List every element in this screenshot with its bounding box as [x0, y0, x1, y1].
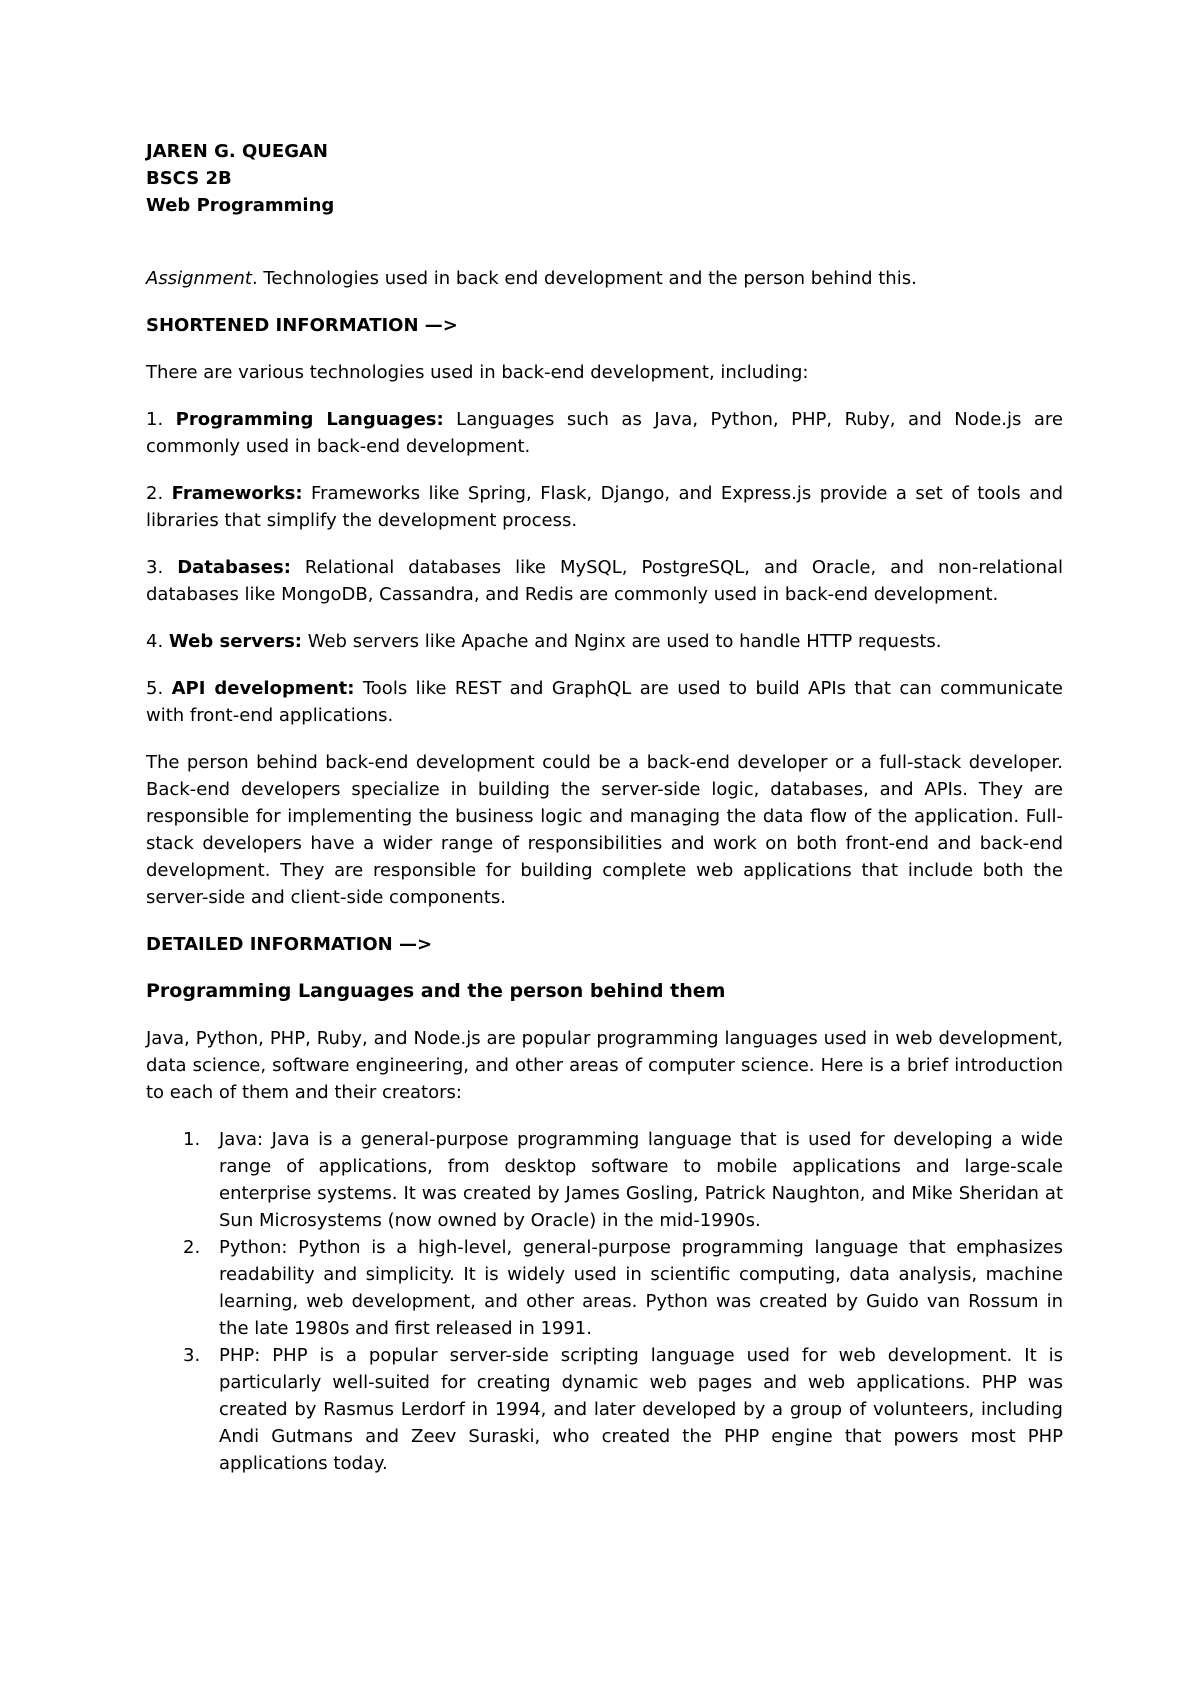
- tech-item-term: Frameworks:: [171, 483, 303, 504]
- list-item-number: 1.: [183, 1129, 201, 1150]
- tech-item: [146, 406, 1063, 460]
- tech-item: [146, 675, 1063, 729]
- tech-item-text: Tools like REST and GraphQL are used to build APIs that can communicate with front-end applications.: [146, 678, 1064, 726]
- assignment-text: . Technologies used in back end development and the person behind this.: [251, 268, 917, 289]
- tech-item-term: Databases:: [177, 557, 291, 578]
- tech-item-number: 4.: [146, 631, 169, 652]
- list-item: [183, 1126, 1063, 1234]
- person-paragraph: The person behind back-end development could be a back-end developer or a full-stack developer. Back-end developers specialize in building the server-side logic, databases, and APIs. They are responsible for implementing the business logic and managing the data flow of the application. Full-stack developers have a wider range of responsibilities and work on both front-end and back-end development. They are responsible for building complete web applications that include both the server-side and client-side components.: [146, 752, 1063, 908]
- assignment-label: Assignment: [146, 268, 252, 289]
- course-title: Web Programming: [146, 195, 335, 216]
- tech-item-number: 5.: [146, 678, 172, 699]
- tech-item: [146, 554, 1063, 608]
- tech-item-term: API development:: [171, 678, 355, 699]
- tech-item-term: Programming Languages:: [175, 409, 444, 430]
- tech-item-term: Web servers:: [168, 631, 303, 652]
- list-item: [183, 1234, 1063, 1342]
- languages-list: [146, 1126, 1063, 1477]
- languages-subheading: Programming Languages and the person behind them: [146, 980, 726, 1002]
- tech-item-number: 2.: [146, 483, 172, 504]
- tech-item-text: Relational databases like MySQL, PostgreSQL, and Oracle, and non-relational databases like MongoDB, Cassandra, and Redis are commonly used in back-end development.: [146, 557, 1063, 605]
- list-item: [183, 1342, 1063, 1477]
- student-name: JAREN G. QUEGAN: [146, 141, 328, 162]
- tech-item-text: Web servers like Apache and Nginx are used to handle HTTP requests.: [302, 631, 942, 652]
- shortened-heading: SHORTENED INFORMATION —>: [146, 315, 458, 336]
- tech-item-text: Frameworks like Spring, Flask, Django, and Express.js provide a set of tools and libraries that simplify the development process.: [146, 483, 1064, 531]
- languages-intro: Java, Python, PHP, Ruby, and Node.js are popular programming languages used in web development, data science, software engineering, and other areas of computer science. Here is a brief introduction to each of them and their creators:: [146, 1028, 1063, 1103]
- list-item-number: 3.: [183, 1345, 201, 1366]
- list-item-text: PHP: PHP is a popular server-side scripting language used for web development. It is particularly well-suited for creating dynamic web pages and web applications. PHP was created by Rasmus Lerdorf in 1994, and later developed by a group of volunteers, including Andi Gutmans and Zeev Suraski, who created the PHP engine that powers most PHP applications today.: [219, 1345, 1063, 1474]
- list-item-number: 2.: [183, 1237, 201, 1258]
- header-gap: [146, 219, 1063, 265]
- tech-item-text: Languages such as Java, Python, PHP, Ruby, and Node.js are commonly used in back-end development.: [146, 409, 1063, 457]
- detailed-heading: DETAILED INFORMATION —>: [146, 934, 433, 955]
- tech-item: [146, 480, 1063, 534]
- list-item-text: Java: Java is a general-purpose programming language that is used for developing a wide range of applications, from desktop software to mobile applications and large-scale enterprise systems. It was created by James Gosling, Patrick Naughton, and Mike Sheridan at Sun Microsystems (now owned by Oracle) in the mid-1990s.: [219, 1129, 1063, 1231]
- tech-item-number: 1.: [146, 409, 176, 430]
- shortened-intro: There are various technologies used in back-end development, including:: [146, 362, 809, 383]
- tech-item-number: 3.: [146, 557, 178, 578]
- student-section: BSCS 2B: [146, 168, 232, 189]
- assignment-line: [146, 265, 1063, 292]
- tech-item: [146, 628, 1063, 655]
- list-item-text: Python: Python is a high-level, general-purpose programming language that emphasizes readability and simplicity. It is widely used in scientific computing, data analysis, machine learning, web development, and other areas. Python was created by Guido van Rossum in the late 1980s and first released in 1991.: [219, 1237, 1063, 1339]
